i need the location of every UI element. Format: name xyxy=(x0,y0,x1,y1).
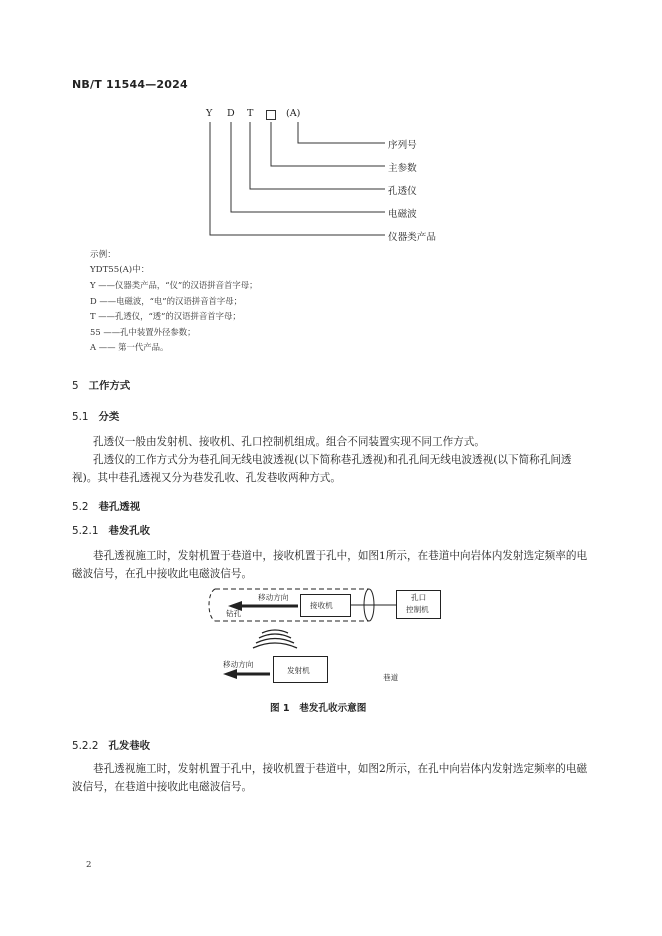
section-title: 巷孔透视 xyxy=(98,501,141,513)
paragraph-5-1-a: 孔透仪一般由发射机、接收机、孔口控制机组成。组合不同装置实现不同工作方式。 xyxy=(93,436,485,448)
section-title: 分类 xyxy=(98,411,120,423)
code-letter-t: T xyxy=(247,108,254,119)
figure-1-caption: 图 1 巷发孔收示意图 xyxy=(270,703,367,714)
move-arrowhead-bottom xyxy=(223,669,237,679)
paragraph-5-1-b: 孔透仪的工作方式分为巷孔间无线电波透视(以下简称巷孔透视)和孔孔间无线电波透视(以下简称孔间透视)。其中巷孔透视又分为巷发孔收、孔发巷收两种方式。 xyxy=(72,454,572,484)
section-number: 5.2 xyxy=(72,501,89,513)
section-number: 5 xyxy=(72,380,79,392)
example-line: Y ——仪器类产品，“仪”的汉语拼音首字母； xyxy=(90,280,258,290)
section-title: 工作方式 xyxy=(88,380,131,392)
example-line: A —— 第一代产品。 xyxy=(90,342,169,353)
label-borehole-instrument: 孔透仪 xyxy=(388,186,417,197)
code-suffix: (A) xyxy=(286,108,301,119)
label-move-direction-bottom: 移动方向 xyxy=(223,660,254,669)
page-number: 2 xyxy=(86,860,92,870)
example-line: 55 ——孔中装置外径参数； xyxy=(90,326,196,337)
label-receiver: 接收机 xyxy=(310,601,333,610)
example-line: D ——电磁波，“电”的汉语拼音首字母； xyxy=(90,295,242,306)
label-roadway: 巷道 xyxy=(383,673,399,682)
label-serial-number: 序列号 xyxy=(388,140,417,151)
label-instrument-product: 仪器类产品 xyxy=(388,232,436,243)
standard-code-header: NB/T 11544—2024 xyxy=(72,78,188,91)
code-letter-y: Y xyxy=(206,108,213,119)
label-main-parameter: 主参数 xyxy=(388,163,417,174)
example-line: T ——孔透仪，“透”的汉语拼音首字母； xyxy=(90,311,241,322)
section-number: 5.2.2 xyxy=(72,740,99,752)
wave-signal-icon xyxy=(253,630,297,648)
example-title: 示例： xyxy=(90,250,116,260)
example-intro: YDT55(A)中： xyxy=(90,265,150,275)
borehole-left-end xyxy=(209,589,215,621)
section-title: 孔发巷收 xyxy=(108,740,151,752)
label-transmitter: 发射机 xyxy=(287,666,310,675)
label-move-direction-top: 移动方向 xyxy=(258,593,289,602)
label-electromagnetic-wave: 电磁波 xyxy=(388,209,417,220)
section-number: 5.2.1 xyxy=(72,525,99,537)
label-borehole: 钻孔 xyxy=(226,609,242,618)
section-title: 巷发孔收 xyxy=(108,525,151,537)
section-5-2-2-heading xyxy=(72,737,150,752)
paragraph-5-2-1: 巷孔透视施工时，发射机置于巷道中，接收机置于孔中，如图1所示，在巷道中向岩体内发射选定频率的电磁波信号，在孔中接收此电磁波信号。 xyxy=(72,550,588,580)
label-control-line2: 控制机 xyxy=(406,605,429,614)
section-number: 5.1 xyxy=(72,411,89,423)
code-letter-d: D xyxy=(227,108,235,119)
label-control-line1: 孔口 xyxy=(411,593,427,602)
paragraph-5-2-2: 巷孔透视施工时，发射机置于孔中，接收机置于巷道中，如图2所示，在孔中向岩体内发射选定频率的电磁波信号，在巷道中接收此电磁波信号。 xyxy=(72,763,588,793)
